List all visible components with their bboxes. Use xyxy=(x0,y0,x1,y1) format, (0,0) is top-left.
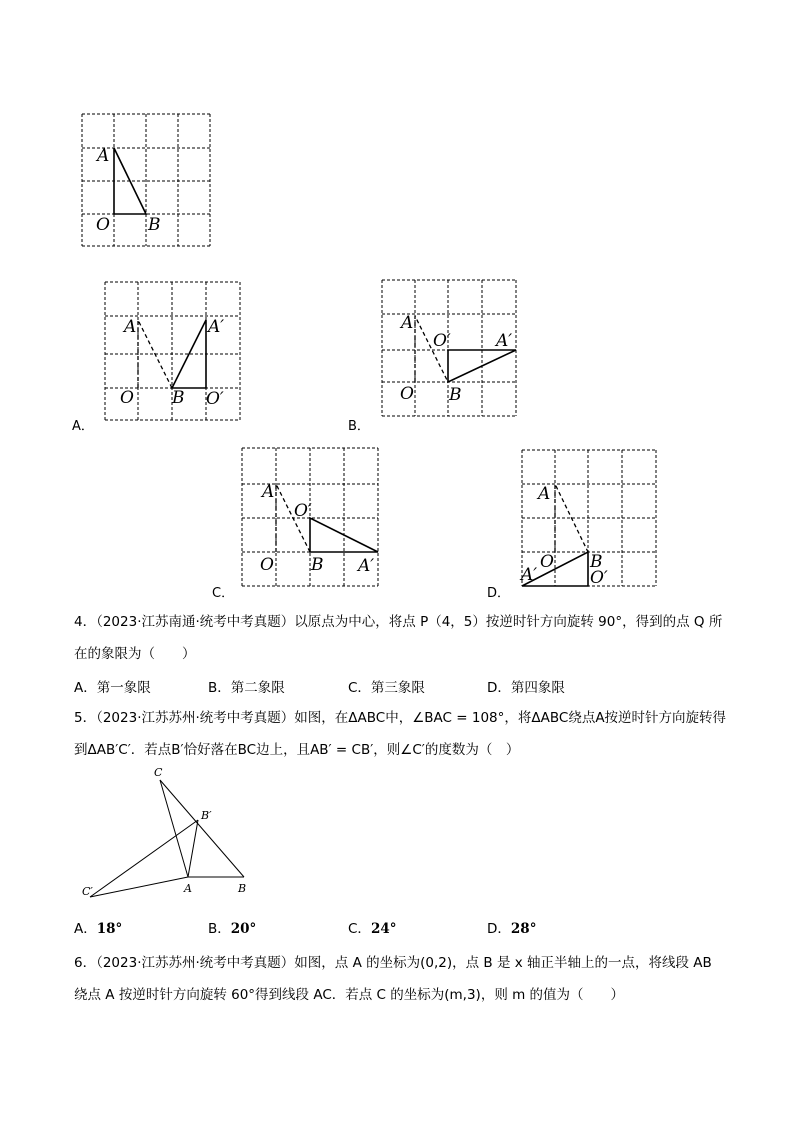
q5-choice-a xyxy=(74,917,122,937)
q5-choice-c xyxy=(348,917,396,937)
choice-value: 28° xyxy=(510,921,537,937)
label-B: B xyxy=(148,215,161,235)
label-A: A xyxy=(184,882,192,895)
label-A-prime: A′ xyxy=(208,317,225,337)
q4-line2: 在的象限为（ ） xyxy=(74,646,196,662)
label-A: A xyxy=(124,317,137,337)
option-c-figure xyxy=(238,444,388,594)
label-A-prime: A′ xyxy=(521,565,538,585)
option-b-letter: B． xyxy=(348,419,370,434)
label-A-prime: A′ xyxy=(358,556,375,576)
q5-line1: 5．（2023·江苏苏州·统考中考真题）如图，在ΔABC中，∠BAC = 108°，将ΔABC绕点A按逆时针方向旋转得 xyxy=(74,710,727,726)
option-d-figure xyxy=(518,446,668,596)
segment-CB xyxy=(160,780,244,877)
label-A: A xyxy=(401,313,414,333)
q5-choice-b xyxy=(208,917,256,937)
label-O: O xyxy=(260,555,274,575)
label-C-prime: C′ xyxy=(82,885,93,898)
q4-choice-c: C．第三象限 xyxy=(348,680,425,696)
main-grid-figure xyxy=(70,104,230,264)
choice-letter: A． xyxy=(74,921,97,937)
segment-AB-prime xyxy=(188,820,198,877)
option-a-letter: A． xyxy=(72,419,94,434)
q6-line1: 6．（2023·江苏苏州·统考中考真题）如图，点 A 的坐标为(0,2)，点 B 是 x 轴正半轴上的一点，将线段 AB xyxy=(74,955,712,971)
label-B: B xyxy=(238,882,247,895)
q5-line2: 到ΔAB′C′．若点B′恰好落在BC边上，且AB′ = CB′，则∠C′的度数为（ ） xyxy=(74,742,520,758)
choice-letter: D． xyxy=(487,921,511,937)
label-O: O xyxy=(540,552,554,572)
q5-choice-d xyxy=(487,917,536,937)
q4-choice-b: B．第二象限 xyxy=(208,680,285,696)
q4-line1: 4．（2023·江苏南通·统考中考真题）以原点为中心，将点 P（4，5）按逆时针方向旋转 90°，得到的点 Q 所 xyxy=(74,614,723,630)
label-O: O xyxy=(96,215,110,235)
q4-choice-a: A．第一象限 xyxy=(74,680,151,696)
label-A: A xyxy=(262,482,275,502)
segment-B-prime-C-prime xyxy=(90,820,198,897)
segment-CA xyxy=(160,780,188,877)
label-A: A xyxy=(538,484,551,504)
q5-figure xyxy=(78,764,258,904)
label-O-prime: O′ xyxy=(433,331,451,351)
label-B: B xyxy=(590,552,603,572)
q4-choice-d: D．第四象限 xyxy=(487,680,565,696)
label-B: B xyxy=(449,385,462,405)
label-A-prime: A′ xyxy=(496,331,513,351)
choice-letter: B． xyxy=(208,921,231,937)
label-O-prime: O′ xyxy=(294,501,312,521)
label-O-prime: O′ xyxy=(206,389,224,409)
option-c-letter: C． xyxy=(212,586,235,601)
choice-value: 18° xyxy=(96,921,123,937)
label-A: A xyxy=(97,146,110,166)
label-B: B xyxy=(172,388,185,408)
label-O-prime: O′ xyxy=(590,568,608,588)
label-B-prime: B′ xyxy=(201,809,212,822)
choice-value: 20° xyxy=(230,921,257,937)
q6-line2: 绕点 A 按逆时针方向旋转 60°得到线段 AC．若点 C 的坐标为(m,3)，则 m 的值为（ ） xyxy=(74,987,625,1003)
option-b-figure xyxy=(376,276,526,426)
option-d-letter: D． xyxy=(487,586,511,601)
label-B: B xyxy=(311,555,324,575)
choice-letter: C． xyxy=(348,921,371,937)
label-O: O xyxy=(400,384,414,404)
label-O: O xyxy=(120,388,134,408)
option-a-figure xyxy=(100,276,250,426)
label-C: C xyxy=(154,766,163,779)
choice-value: 24° xyxy=(370,921,397,937)
